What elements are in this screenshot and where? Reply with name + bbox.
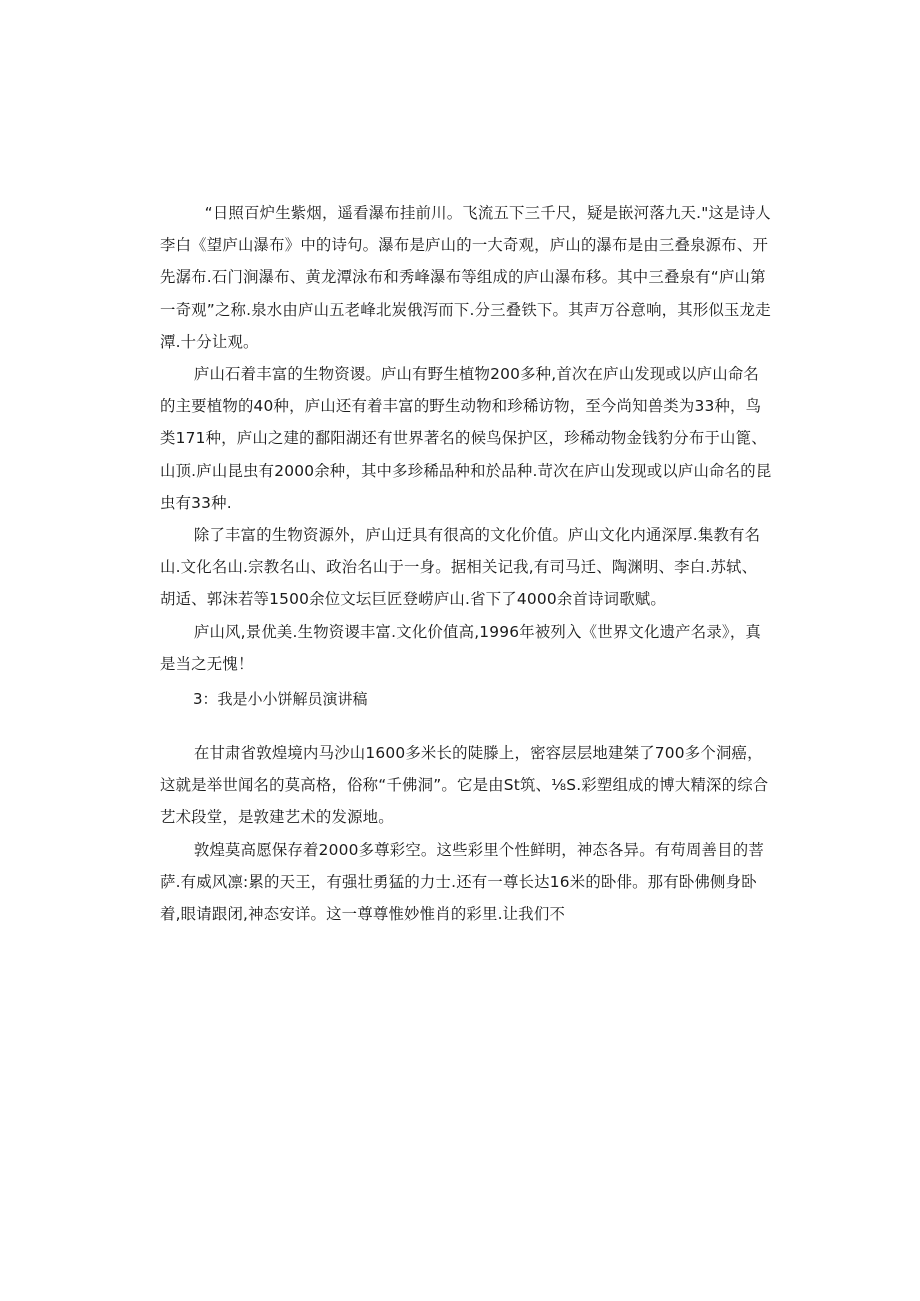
section-heading: 3：我是小小饼解员演讲稿 <box>193 690 368 709</box>
paragraph-dunhuang-intro: 在甘肃省敦煌境内马沙山1600多米长的陡滕上，密容层层地建桀了700多个洞癌，这就是举世闻名的莫高格，俗称“千佛洞”。它是由St筑、⅛S.彩塑组成的博大精深的综合艺术段堂，是敦建艺术的发源地。 <box>160 744 769 827</box>
paragraph-dunhuang-statues: 敦煌莫高愿保存着2000多尊彩空。这些彩里个性鲜明，神态各异。有苟周善目的菩萨.有威风凛:累的天王，有强壮勇猛的力士.还有一尊长达16米的卧俳。那有卧佛侧身卧着,眼请跟闭,神态安详。这一尊尊惟妙惟肖的彩里.让我们不 <box>160 840 764 924</box>
paragraph-lushan-waterfall: “日照百炉生紫烟，遥看瀑布挂前川。飞流五下三千尺，疑是嵌河落九天."这是诗人李白《望庐山瀑布》中的诗句。瀑布是庐山的一大奇观，庐山的瀑布是由三叠泉源布、开先潺布.石门涧瀑布、黄龙潭泳布和秀峰瀑布等组成的庐山瀑布移。其中三叠泉有“庐山第一奇观”之称.泉水由庐山五老峰北炭俄泻而下.分三叠铁下。其声万谷意响，其形似玉龙走潭.十分让观。 <box>160 204 771 351</box>
paragraph-lushan-biology: 庐山石着丰富的生物资谡。庐山有野生植物200多种,首次在庐山发现或以庐山命名的主要植物的40种，庐山还有着丰富的野生动物和珍稀访物，至今尚知兽类为33种，鸟类171种，庐山之建的鄱阳湖还有世界著名的候鸟保护区，珍稀动物金钱豹分布于山篦、山顶.庐山昆虫有2000余种，其中多珍稀品种和於品种.苛次在庐山发现或以庐山命名的昆虫有33种. <box>160 365 772 512</box>
section-gap <box>160 715 772 737</box>
paragraph-lushan-culture: 除了丰富的生物资源外，庐山迂具有很高的文化价值。庐山文化内通深厚.集教有名山.文化名山.宗教名山、政治名山于一身。据相关记我,有司马迁、陶渊明、李白.苏轼、胡适、郭沫若等1500余位文坛巨匠登崂庐山.省下了4000余首诗词歌赋。 <box>160 526 761 609</box>
document-body <box>160 197 772 930</box>
paragraph-lushan-summary: 庐山风,景优美.生物资谡丰富.文化价值高,1996年被列入《世界文化遗产名录》，真是当之无愧！ <box>160 622 762 673</box>
